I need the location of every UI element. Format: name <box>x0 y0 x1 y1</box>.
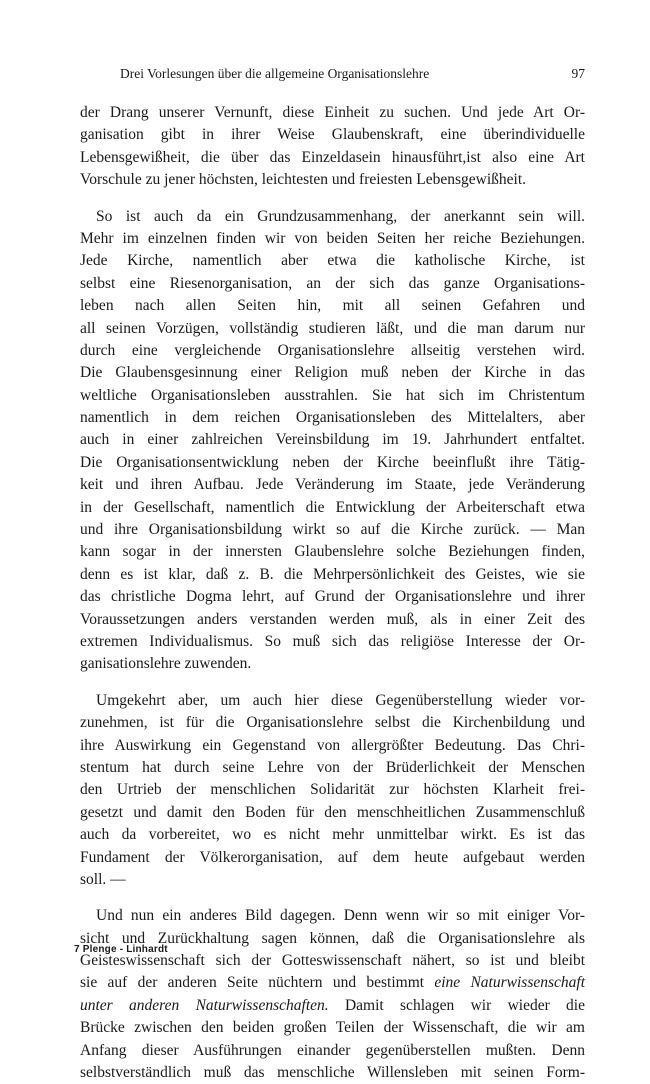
text-line: Fundament der Völkerorganisation, auf dem heute aufgebaut werden <box>80 848 585 866</box>
text-run: sie auf der anderen Seite nüchtern und bestimmt <box>80 974 435 992</box>
text-line: Mehr im einzelnen finden wir von beiden Seiten her reiche Beziehungen. <box>80 229 585 247</box>
emphasis-text: eine Naturwissenschaft <box>434 974 586 992</box>
text-line: Geisteswissenschaft sich der Gotteswissenschaft nähert, so ist und bleibt <box>80 952 585 970</box>
text-line: Und nun ein anderes Bild dagegen. Denn wenn wir so mit einiger Vor- <box>96 907 585 925</box>
text-line: auch da vorbereitet, wo es nicht mehr unmittelbar wirkt. Es ist das <box>80 826 585 844</box>
text-line: selbstverständlich muß das menschliche Willensleben mit seinen Form- <box>80 1064 585 1082</box>
text-line: So ist auch da ein Grundzusammenhang, der anerkannt sein will. <box>96 207 585 225</box>
text-line: Umgekehrt aber, um auch hier diese Gegenüberstellung wieder vor- <box>96 691 585 709</box>
text-line: gesetzt und damit den Boden für den menschheitlichen Zusammenschluß <box>80 803 585 821</box>
text-line: namentlich in dem reichen Organisationsleben des Mittelalters, aber <box>80 409 585 427</box>
text-line: extremen Individualismus. So muß sich das religiöse Interesse der Or- <box>80 632 585 650</box>
text-line: ganisationslehre zuwenden. <box>80 655 252 673</box>
text-line: ihre Auswirkung ein Gegenstand von allergrößter Bedeutung. Das Chri- <box>80 736 585 754</box>
text-line: Die Organisationsentwicklung neben der Kirche beeinflußt ihre Tätig- <box>80 453 585 471</box>
paragraph-4 <box>80 905 585 1084</box>
text-line: kann sogar in der innersten Glaubenslehre solche Beziehungen finden, <box>80 543 585 561</box>
page-number: 97 <box>571 66 585 81</box>
text-line: sicht und Zurückhaltung sagen können, daß die Organisationslehre als <box>80 929 585 947</box>
text-line: der Drang unserer Vernunft, diese Einheit zu suchen. Und jede Art Or- <box>80 104 585 121</box>
text-line: keit und ihren Aufbau. Jede Veränderung im Staate, jede Veränderung <box>80 476 585 494</box>
text-line: Vorschule zu jener höchsten, leichtesten und freiesten Lebensgewißheit. <box>80 171 527 189</box>
text-line: und ihre Organisationsbildung wirkt so auf die Kirche zurück. — Man <box>80 521 585 539</box>
text-line: Lebensgewißheit, die über das Einzeldasein hinausführt,ist also eine Art <box>80 148 585 166</box>
paragraph-3 <box>80 690 585 892</box>
emphasis-text: unter anderen Naturwissenschaften. <box>80 996 329 1014</box>
text-line: soll. — <box>80 870 126 888</box>
text-line: auch in einer zahlreichen Vereinsbildung im 19. Jahrhundert entfaltet. <box>80 431 585 449</box>
text-line: Jede Kirche, namentlich aber etwa die katholische Kirche, ist <box>80 252 585 270</box>
paragraph-1 <box>80 102 585 192</box>
text-line: das christliche Dogma lehrt, auf Grund der Organisationslehre und ihrer <box>80 588 585 606</box>
text-line: durch eine vergleichende Organisationslehre allseitig verstehen wird. <box>80 341 585 359</box>
running-head <box>80 66 585 84</box>
text-line-with-emphasis <box>80 995 585 1017</box>
text-line: zunehmen, ist für die Organisationslehre selbst die Kirchenbildung und <box>80 714 585 732</box>
printer-signature: 7 Plenge - Linhardt <box>74 944 168 955</box>
text-line: stentum hat durch seine Lehre von der Brüderlichkeit der Menschen <box>80 758 585 776</box>
text-line: weltliche Organisationsleben ausstrahlen. Sie hat sich im Christentum <box>80 386 585 404</box>
text-line: Anfang dieser Ausführungen einander gegenüberstellen mußten. Denn <box>80 1041 585 1059</box>
text-line: denn es ist klar, daß z. B. die Mehrpersönlichkeit des Geistes, wie sie <box>80 565 585 583</box>
text-line-with-emphasis <box>80 972 585 994</box>
body-text <box>80 102 585 1084</box>
text-run: Damit schlagen wir wieder die <box>328 996 585 1014</box>
text-line: selbst eine Riesenorganisation, an der sich das ganze Organisations- <box>80 274 585 292</box>
text-line: den Urtrieb der menschlichen Solidarität zur höchsten Klarheit frei- <box>80 781 585 799</box>
text-line: all seinen Vorzügen, vollständig studieren läßt, und die man darum nur <box>80 319 585 337</box>
text-line: leben nach allen Seiten hin, mit all seinen Gefahren und <box>80 297 585 315</box>
text-line: Brücke zwischen den beiden großen Teilen der Wissenschaft, die wir am <box>80 1019 585 1037</box>
paragraph-2 <box>80 206 585 676</box>
text-line: Voraussetzungen anders verstanden werden muß, als in einer Zeit des <box>80 610 585 628</box>
running-title: Drei Vorlesungen über die allgemeine Organisationslehre <box>120 66 430 81</box>
text-line: Die Glaubensgesinnung einer Religion muß neben der Kirche in das <box>80 364 585 382</box>
text-line: in der Gesellschaft, namentlich die Entwicklung der Arbeiterschaft etwa <box>80 498 585 516</box>
text-line: ganisation gibt in ihrer Weise Glaubenskraft, eine überindividuelle <box>80 126 585 144</box>
